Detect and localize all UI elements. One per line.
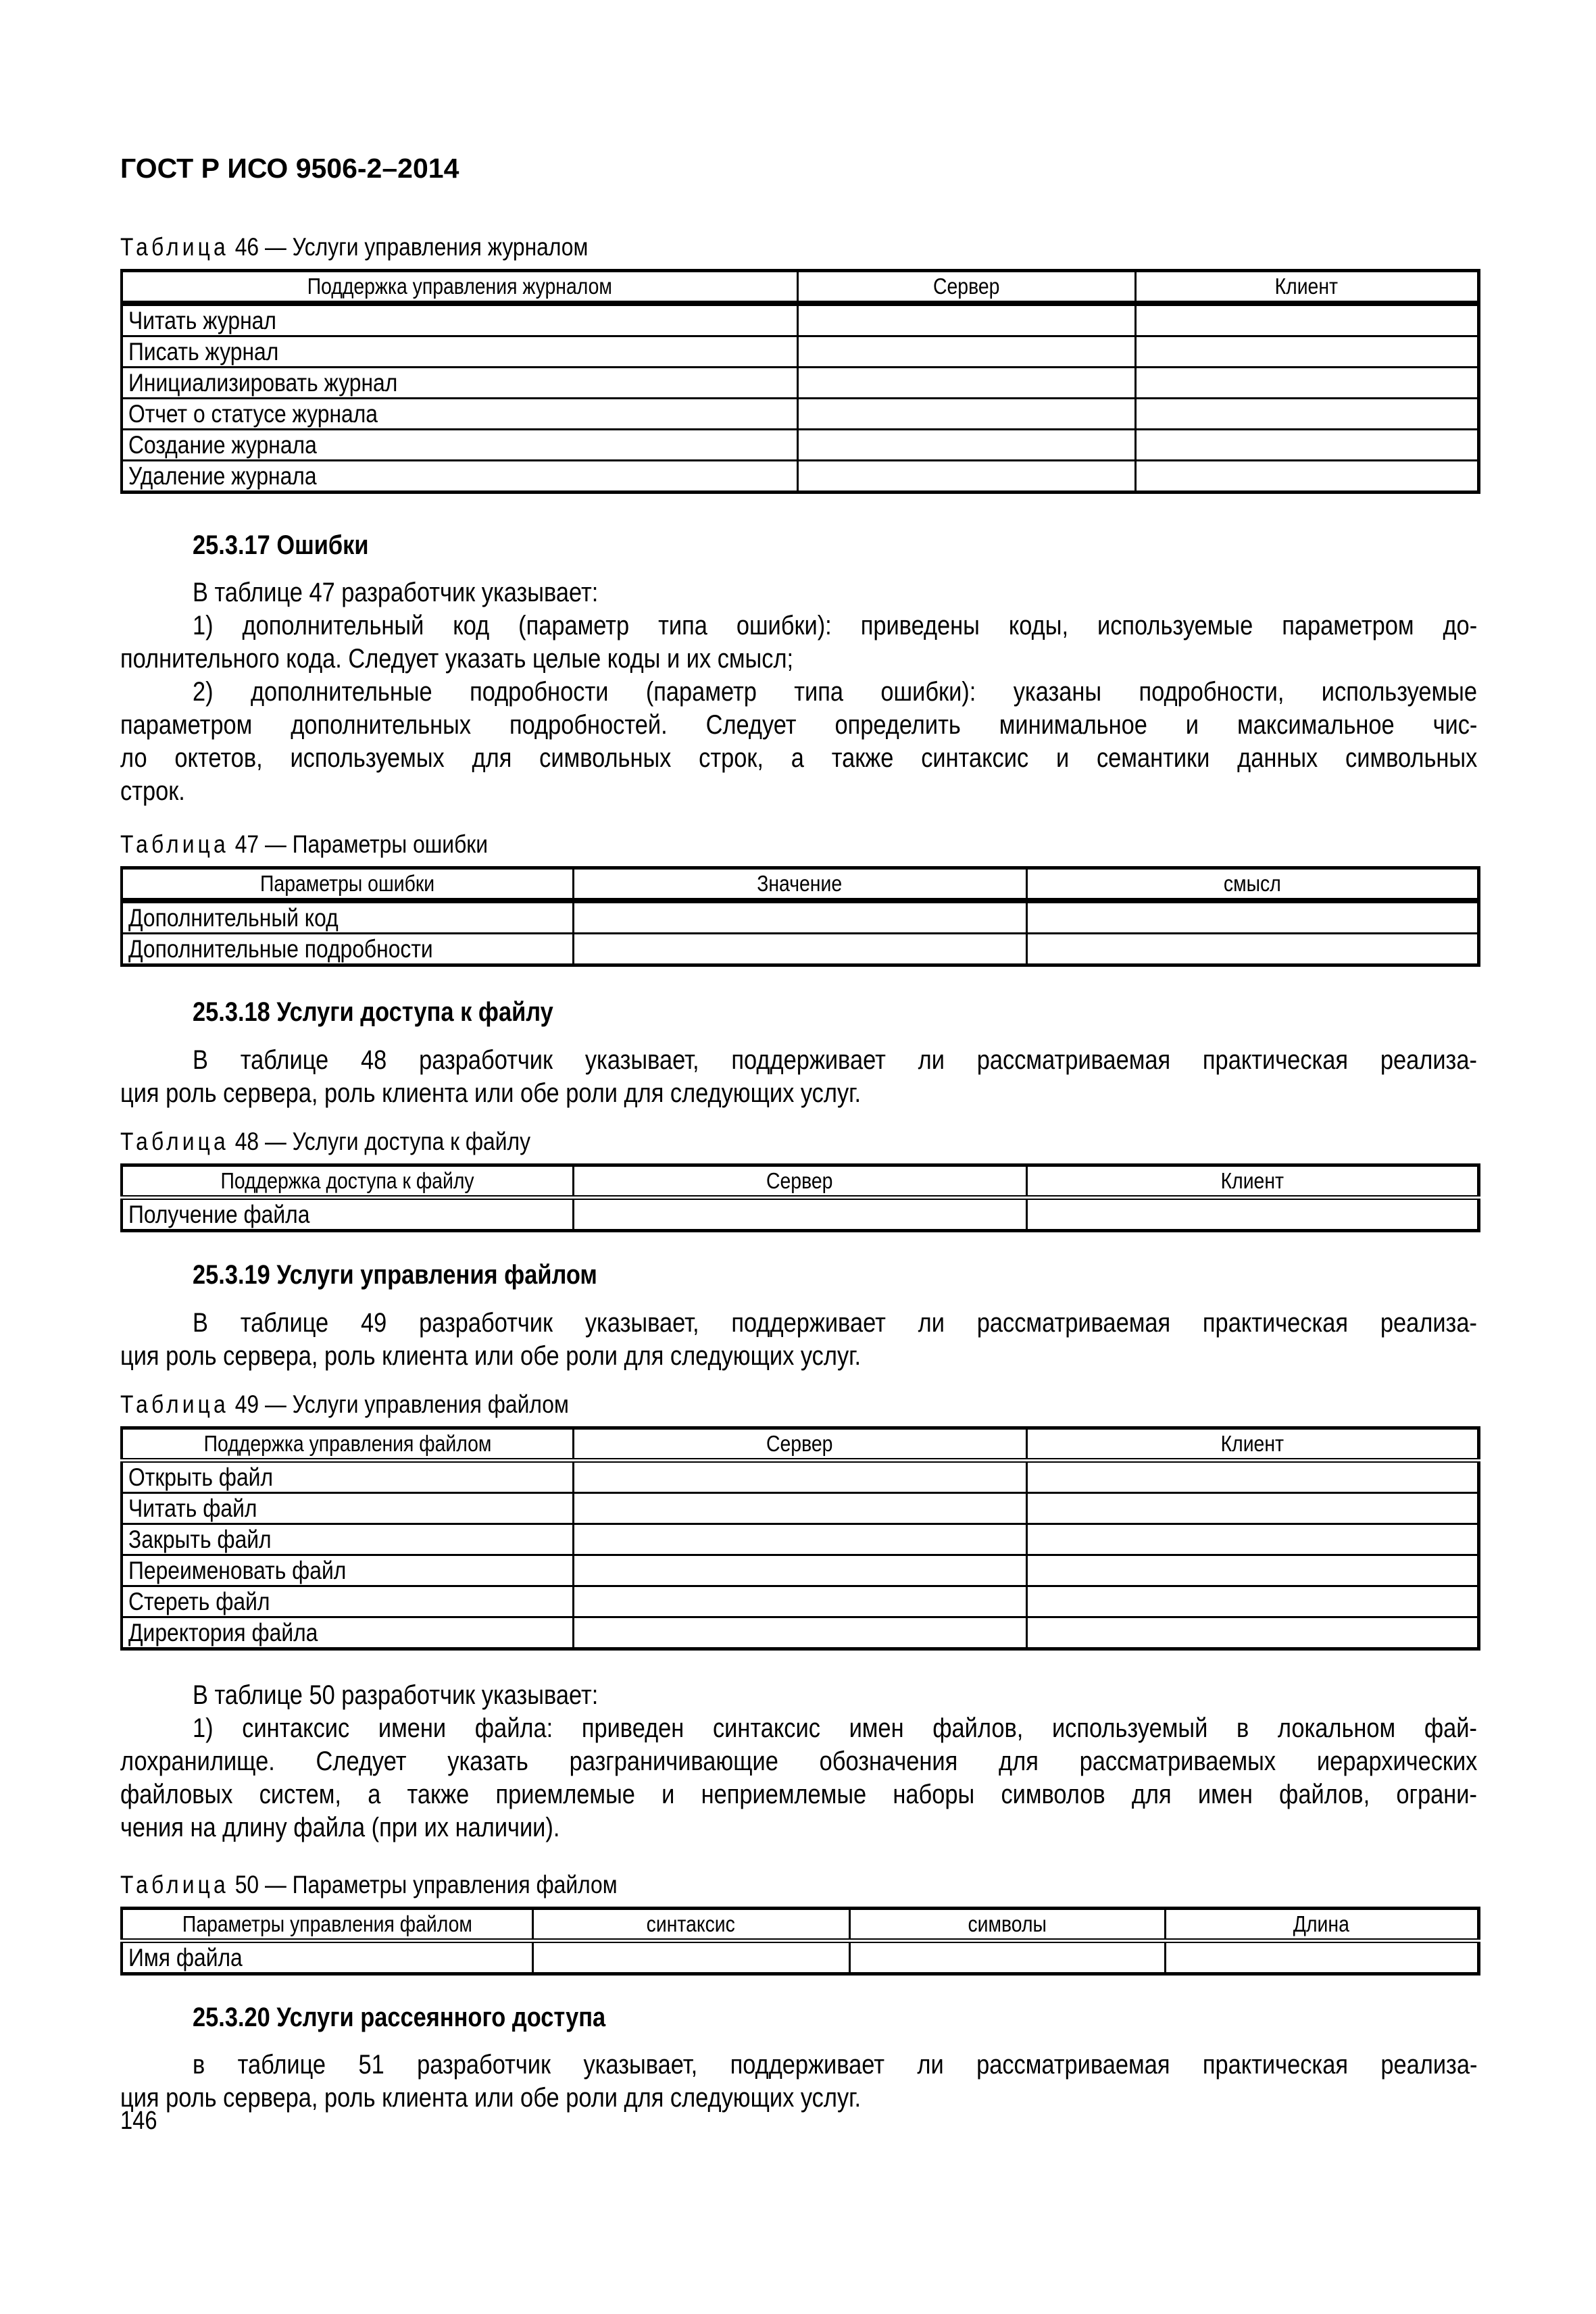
row-label: Инициализировать журнал xyxy=(128,368,398,397)
row-label: Дополнительный код xyxy=(128,903,339,932)
value-cell xyxy=(1026,901,1478,934)
value-cell xyxy=(573,1524,1026,1555)
table-46 xyxy=(120,269,1480,494)
column-header-label: Сервер xyxy=(766,1168,833,1193)
value-cell xyxy=(1135,461,1478,493)
value-cell xyxy=(1135,430,1478,461)
table-row xyxy=(122,1461,1478,1493)
table-header-row xyxy=(122,1165,1478,1198)
caption-prefix: Таблица xyxy=(120,1871,229,1898)
row-label: Имя файла xyxy=(128,1943,243,1971)
row-label-cell xyxy=(122,368,797,399)
column-header-label: синтаксис xyxy=(646,1911,736,1936)
value-cell xyxy=(573,1555,1026,1586)
column-header xyxy=(573,868,1026,901)
value-cell xyxy=(797,399,1135,430)
table-49 xyxy=(120,1426,1480,1651)
table-row xyxy=(122,303,1478,336)
column-header-label: Параметры управления файлом xyxy=(182,1911,472,1936)
table-46-caption xyxy=(120,232,588,262)
caption-number: 50 xyxy=(234,1871,259,1898)
text-line: ло октетов, используемых для символьных строк, а также синтаксис и семантики данных символьных xyxy=(120,743,1478,773)
row-label-cell xyxy=(122,1524,573,1555)
caption-number: 48 xyxy=(234,1128,259,1155)
text-line: лохранилище. Следует указать разграничивающие обозначения для рассматриваемых иерархических xyxy=(120,1746,1478,1776)
caption-prefix: Таблица xyxy=(120,233,229,261)
row-label: Директория файла xyxy=(128,1618,318,1646)
column-header-label: Параметры ошибки xyxy=(260,871,435,896)
caption-prefix: Таблица xyxy=(120,1390,229,1418)
caption-prefix: Таблица xyxy=(120,1128,229,1155)
value-cell xyxy=(1165,1941,1478,1974)
column-header xyxy=(122,271,797,304)
value-cell xyxy=(1026,1461,1478,1493)
value-cell xyxy=(1026,1493,1478,1524)
table-row xyxy=(122,1555,1478,1586)
value-cell xyxy=(797,461,1135,493)
text-line: В таблице 50 разработчик указывает: xyxy=(193,1680,599,1710)
column-header-label: Сервер xyxy=(766,1431,833,1456)
text-line: ция роль сервера, роль клиента или обе роли для следующих услуг. xyxy=(120,2083,862,2113)
column-header xyxy=(122,1428,573,1461)
table-50 xyxy=(120,1907,1480,1976)
table-row xyxy=(122,1586,1478,1617)
column-header xyxy=(1026,1428,1478,1461)
column-header-label: символы xyxy=(968,1911,1047,1936)
table-47 xyxy=(120,866,1480,967)
value-cell xyxy=(797,336,1135,368)
value-cell xyxy=(573,1493,1026,1524)
value-cell xyxy=(1135,368,1478,399)
row-label-cell xyxy=(122,1461,573,1493)
section-heading-25-3-18: 25.3.18 Услуги доступа к файлу xyxy=(193,997,553,1027)
text-line: В таблице 48 разработчик указывает, поддерживает ли рассматриваемая практическая реализа- xyxy=(193,1045,1477,1075)
column-header xyxy=(1026,868,1478,901)
column-header xyxy=(122,1165,573,1198)
text-line: в таблице 51 разработчик указывает, поддерживает ли рассматриваемая практическая реализа- xyxy=(193,2050,1478,2080)
column-header xyxy=(122,868,573,901)
table-row xyxy=(122,1198,1478,1231)
table-row xyxy=(122,934,1478,965)
value-cell xyxy=(532,1941,849,1974)
value-cell xyxy=(573,1198,1026,1231)
row-label: Писать журнал xyxy=(128,337,279,366)
column-header xyxy=(573,1428,1026,1461)
row-label-cell xyxy=(122,934,573,965)
table-header-row xyxy=(122,1909,1478,1941)
table-header-row xyxy=(122,1428,1478,1461)
row-label: Закрыть файл xyxy=(128,1525,272,1553)
column-header-label: Сервер xyxy=(932,274,1000,299)
text-line: 1) дополнительный код (параметр типа ошибки): приведены коды, используемые параметром до- xyxy=(193,611,1478,640)
table-48 xyxy=(120,1163,1480,1232)
row-label: Читать журнал xyxy=(128,306,276,334)
text-line: чения на длину файла (при их наличии). xyxy=(120,1813,560,1842)
row-label-cell xyxy=(122,1493,573,1524)
column-header-label: Длина xyxy=(1293,1911,1350,1936)
caption-prefix: Таблица xyxy=(120,830,229,858)
caption-title: — Услуги доступа к файлу xyxy=(264,1128,530,1155)
row-label-cell xyxy=(122,1617,573,1649)
value-cell xyxy=(849,1941,1165,1974)
section-heading-25-3-17: 25.3.17 Ошибки xyxy=(193,530,369,560)
text-line: 1) синтаксис имени файла: приведен синтаксис имен файлов, используемый в локальном фай- xyxy=(193,1713,1477,1743)
row-label: Переименовать файл xyxy=(128,1556,347,1584)
column-header xyxy=(532,1909,849,1941)
column-header-label: Клиент xyxy=(1274,274,1339,299)
row-label: Открыть файл xyxy=(128,1463,274,1491)
column-header-label: Поддержка управления файлом xyxy=(203,1431,492,1456)
value-cell xyxy=(1026,1198,1478,1231)
table-header-row xyxy=(122,271,1478,304)
table-row xyxy=(122,399,1478,430)
row-label-cell xyxy=(122,1198,573,1231)
table-row xyxy=(122,336,1478,368)
text-line: ция роль сервера, роль клиента или обе роли для следующих услуг. xyxy=(120,1341,862,1371)
caption-number: 49 xyxy=(234,1390,259,1418)
column-header xyxy=(1026,1165,1478,1198)
text-line: полнительного кода. Следует указать целые коды и их смысл; xyxy=(120,644,794,674)
row-label-cell xyxy=(122,1941,532,1974)
row-label-cell xyxy=(122,430,797,461)
row-label-cell xyxy=(122,1586,573,1617)
table-row xyxy=(122,461,1478,493)
value-cell xyxy=(1026,1617,1478,1649)
row-label: Получение файла xyxy=(128,1200,310,1228)
table-header-row xyxy=(122,868,1478,901)
column-header-label: Клиент xyxy=(1220,1431,1284,1456)
value-cell xyxy=(797,368,1135,399)
table-row xyxy=(122,1524,1478,1555)
caption-title: — Параметры ошибки xyxy=(264,830,489,858)
table-row xyxy=(122,368,1478,399)
text-line: строк. xyxy=(120,776,185,806)
caption-title: — Услуги управления журналом xyxy=(264,233,589,261)
value-cell xyxy=(573,934,1026,965)
text-line: файловых систем, а также приемлемые и неприемлемые наборы символов для имен файлов, ограни- xyxy=(120,1780,1477,1809)
row-label-cell xyxy=(122,901,573,934)
section-heading-25-3-20: 25.3.20 Услуги рассеянного доступа xyxy=(193,2003,606,2032)
table-50-caption xyxy=(120,1870,618,1900)
column-header-label: Значение xyxy=(757,871,843,896)
caption-title: — Услуги управления файлом xyxy=(264,1390,569,1418)
row-label-cell xyxy=(122,336,797,368)
column-header xyxy=(849,1909,1165,1941)
value-cell xyxy=(797,430,1135,461)
table-47-caption xyxy=(120,830,488,859)
value-cell xyxy=(573,1461,1026,1493)
value-cell xyxy=(1026,1555,1478,1586)
table-row xyxy=(122,901,1478,934)
column-header-label: Клиент xyxy=(1220,1168,1284,1193)
table-row xyxy=(122,1493,1478,1524)
row-label-cell xyxy=(122,461,797,493)
row-label-cell xyxy=(122,303,797,336)
value-cell xyxy=(1135,336,1478,368)
value-cell xyxy=(1135,399,1478,430)
column-header xyxy=(573,1165,1026,1198)
value-cell xyxy=(573,1617,1026,1649)
page-number: 146 xyxy=(120,2107,157,2135)
row-label-cell xyxy=(122,399,797,430)
column-header-label: смысл xyxy=(1223,871,1281,896)
caption-title: — Параметры управления файлом xyxy=(264,1871,618,1898)
section-heading-25-3-19: 25.3.19 Услуги управления файлом xyxy=(193,1260,597,1290)
row-label-cell xyxy=(122,1555,573,1586)
column-header-label: Поддержка доступа к файлу xyxy=(220,1168,474,1193)
column-header xyxy=(122,1909,532,1941)
row-label: Удаление журнала xyxy=(128,461,317,490)
table-49-caption xyxy=(120,1390,569,1419)
text-line: ция роль сервера, роль клиента или обе роли для следующих услуг. xyxy=(120,1078,862,1108)
text-line: В таблице 47 разработчик указывает: xyxy=(193,578,599,607)
column-header xyxy=(797,271,1135,304)
caption-number: 46 xyxy=(234,233,259,261)
row-label: Стереть файл xyxy=(128,1587,270,1615)
text-line: 2) дополнительные подробности (параметр типа ошибки): указаны подробности, используемые xyxy=(193,677,1478,707)
row-label: Читать файл xyxy=(128,1494,257,1522)
value-cell xyxy=(1026,1586,1478,1617)
text-line: В таблице 49 разработчик указывает, поддерживает ли рассматриваемая практическая реализа- xyxy=(193,1308,1477,1338)
caption-number: 47 xyxy=(234,830,259,858)
row-label: Отчет о статусе журнала xyxy=(128,399,378,428)
table-row xyxy=(122,430,1478,461)
value-cell xyxy=(797,303,1135,336)
table-row xyxy=(122,1617,1478,1649)
table-row xyxy=(122,1941,1478,1974)
value-cell xyxy=(1026,934,1478,965)
column-header xyxy=(1135,271,1478,304)
document-header: ГОСТ Р ИСО 9506-2–2014 xyxy=(120,153,459,184)
column-header xyxy=(1165,1909,1478,1941)
row-label: Дополнительные подробности xyxy=(128,934,433,963)
value-cell xyxy=(1135,303,1478,336)
text-line: параметром дополнительных подробностей. Следует определить минимальное и максимальное чис- xyxy=(120,710,1478,740)
value-cell xyxy=(1026,1524,1478,1555)
value-cell xyxy=(573,901,1026,934)
table-48-caption xyxy=(120,1127,530,1157)
row-label: Создание журнала xyxy=(128,430,317,459)
value-cell xyxy=(573,1586,1026,1617)
column-header-label: Поддержка управления журналом xyxy=(307,274,612,299)
